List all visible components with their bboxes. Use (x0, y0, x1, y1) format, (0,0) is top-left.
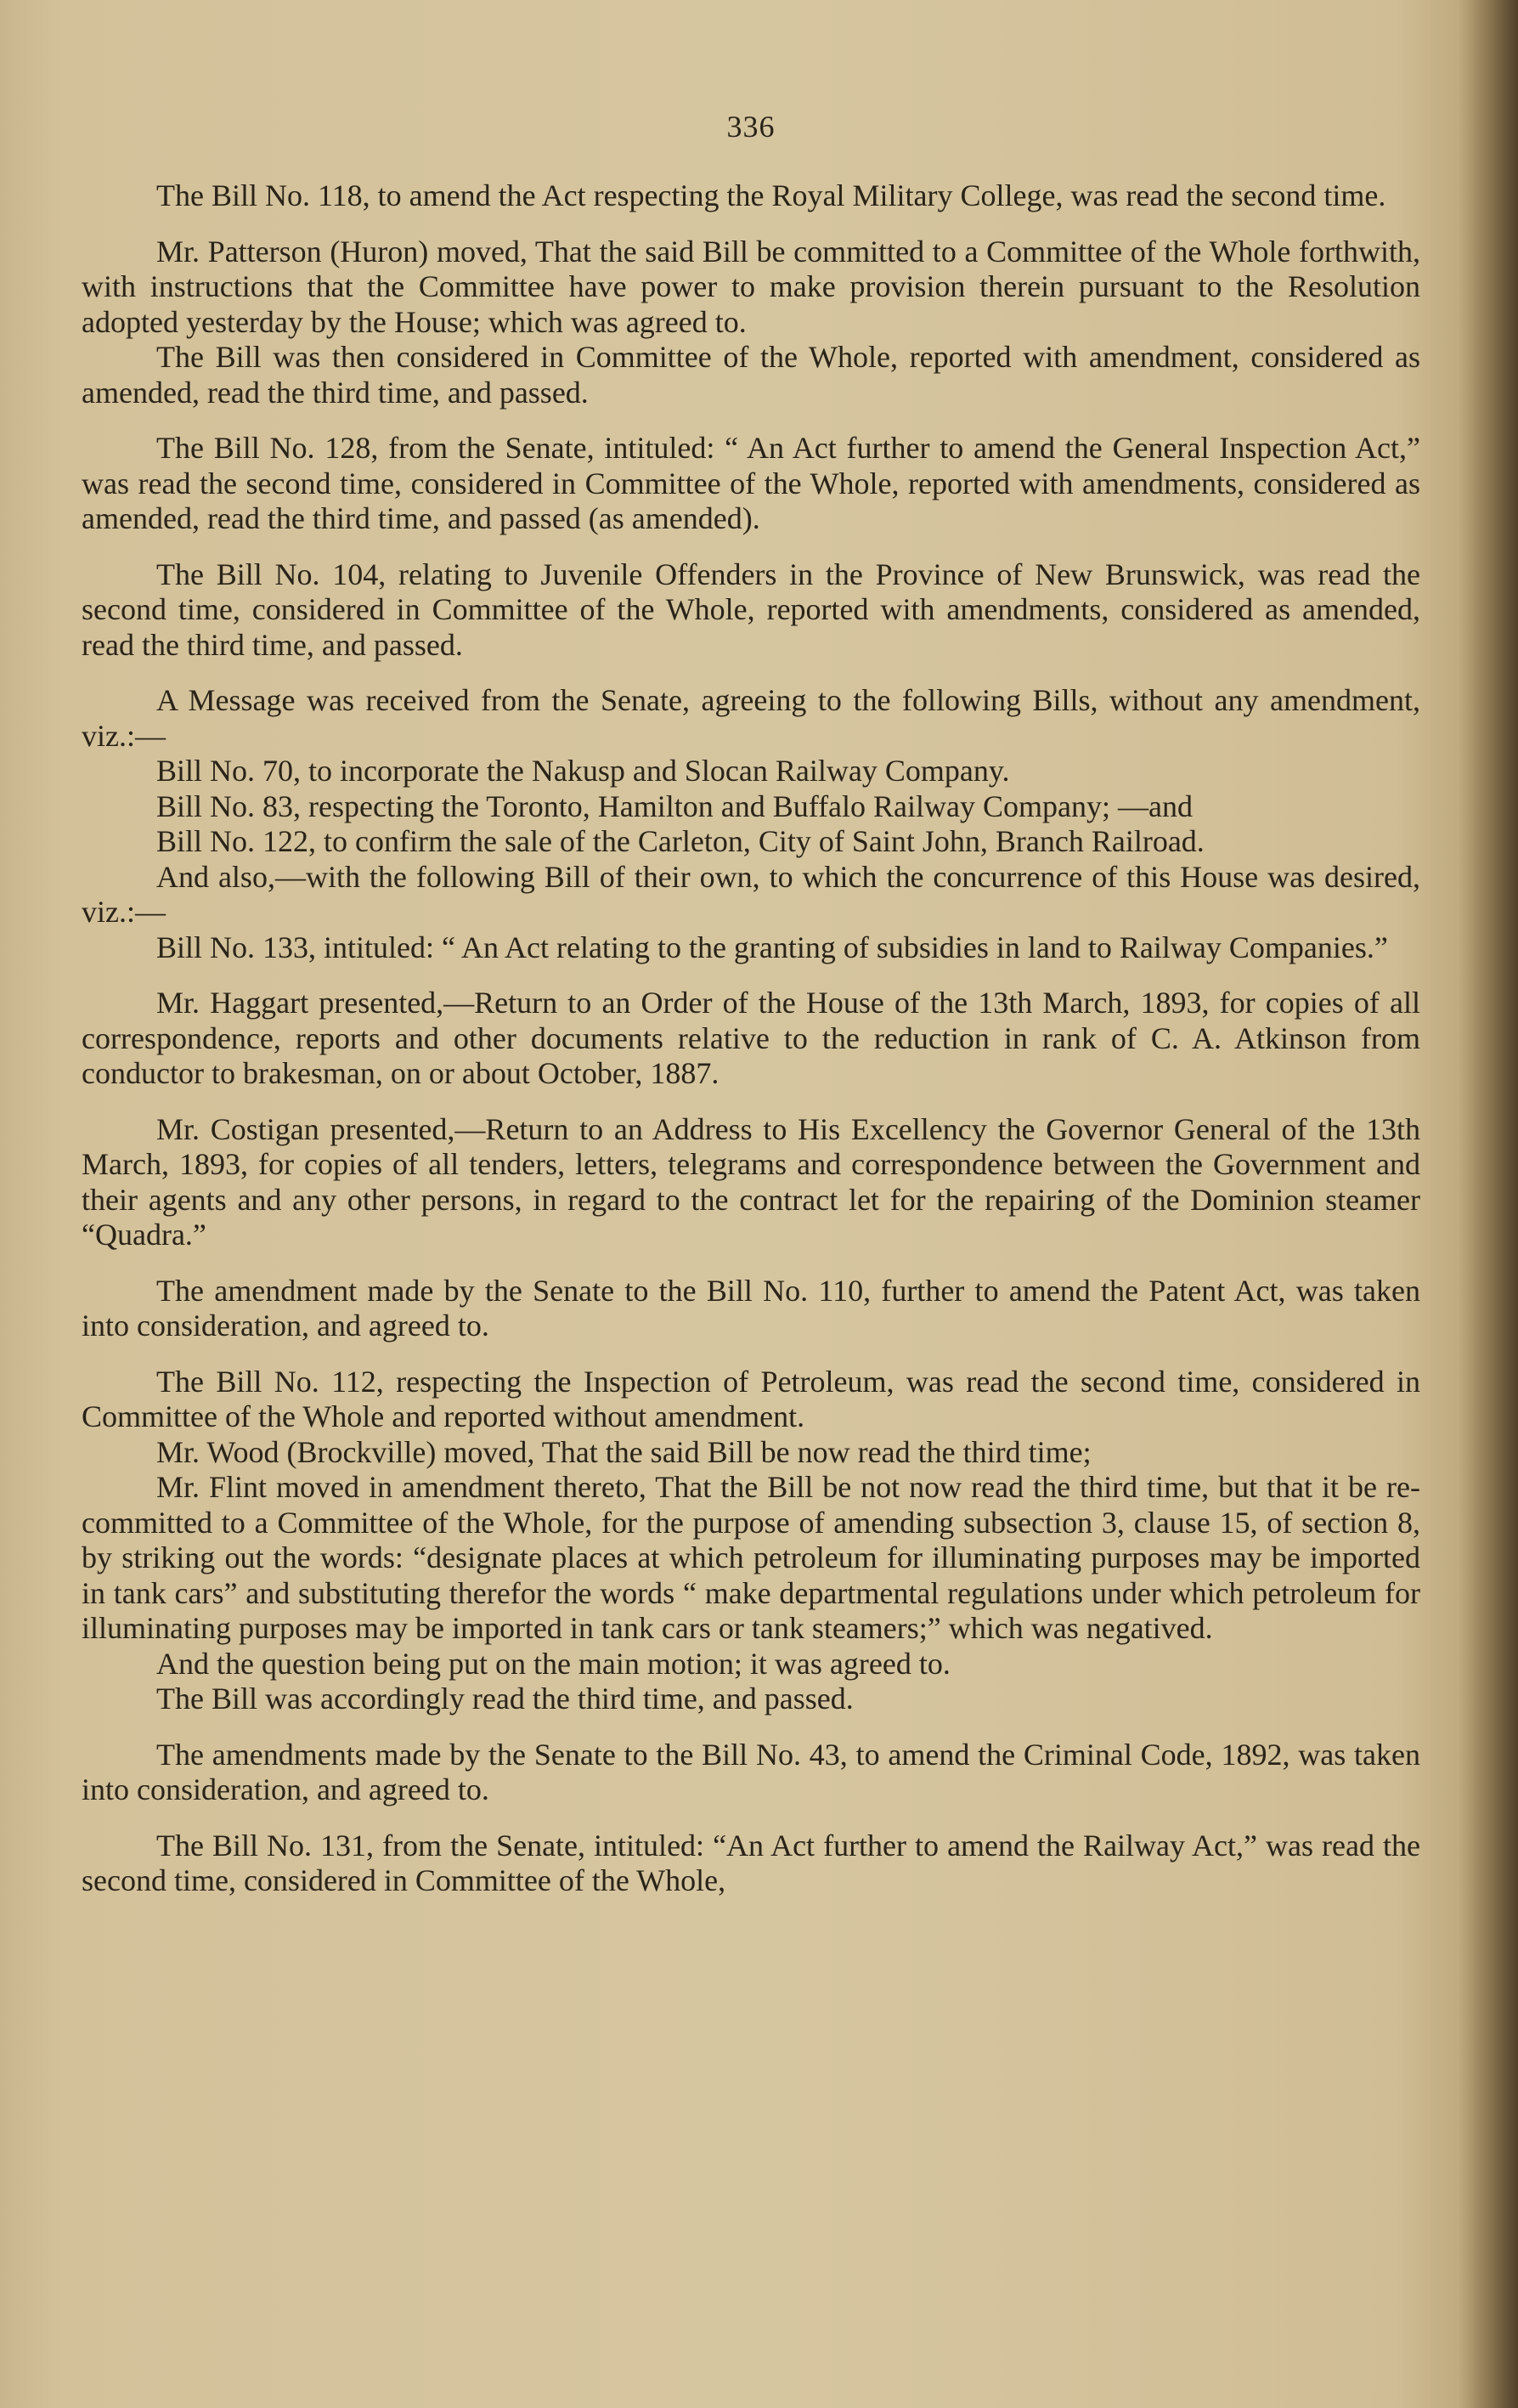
paragraph-bill-133: Bill No. 133, intituled: “ An Act relating to the granting of subsidies in land to Railway Companies.” (156, 930, 1388, 964)
paragraph-bill-128: The Bill No. 128, from the Senate, intituled: “ An Act further to amend the General Inspection Act,” was read the second time, considered in Committee of the Whole, reported with amendments, considered as amended, read the third time, and passed (as amended). (82, 431, 1420, 535)
paragraph-haggart-return: Mr. Haggart presented,—Return to an Order of the House of the 13th March, 1893, for copies of all correspondence, reports and other documents relative to the reduction in rank of C. A. Atkinson from conductor to brakesman, on or about October, 1887. (82, 986, 1420, 1090)
paragraph-bill-112: The Bill No. 112, respecting the Inspection of Petroleum, was read the second time, considered in Committee of the Whole and reported without amendment. (82, 1364, 1420, 1433)
binding-shadow (1459, 0, 1518, 2408)
paragraph-bill-131: The Bill No. 131, from the Senate, intituled: “An Act further to amend the Railway Act,” was read the second time, considered in Committee of the Whole, (82, 1828, 1420, 1897)
paragraph-main-motion: And the question being put on the main motion; it was agreed to. (156, 1646, 951, 1681)
page-content (82, 109, 1420, 1899)
paragraph-bill-104: The Bill No. 104, relating to Juvenile Offenders in the Province of New Brunswick, was read the second time, considered in Committee of the Whole, reported with amendments, considered as amended, read the third time, and passed. (82, 557, 1420, 662)
paragraph-bill-110-amendment: The amendment made by the Senate to the Bill No. 110, further to amend the Patent Act, was taken into consideration, and agreed to. (82, 1273, 1420, 1342)
paragraph-bill-122: Bill No. 122, to confirm the sale of the Carleton, City of Saint John, Branch Railroad. (156, 824, 1205, 858)
paragraph-bill-83: Bill No. 83, respecting the Toronto, Hamilton and Buffalo Railway Company; —and (156, 789, 1193, 823)
page-number: 336 (726, 110, 776, 144)
paragraph-bill-112-passed: The Bill was accordingly read the third time, and passed. (156, 1682, 854, 1716)
paragraph-bill-43: The amendments made by the Senate to the Bill No. 43, to amend the Criminal Code, 1892, was taken into consideration, and agreed to. (82, 1737, 1420, 1806)
paragraph-wood-motion: Mr. Wood (Brockville) moved, That the said Bill be now read the third time; (156, 1434, 1092, 1469)
paragraph-senate-message: A Message was received from the Senate, agreeing to the following Bills, without any amendment, viz.:— (82, 683, 1420, 753)
paragraph-senate-own-bill: And also,—with the following Bill of their own, to which the concurrence of this House was desired, viz.:— (82, 859, 1420, 929)
paragraph-bill-118: The Bill No. 118, to amend the Act respecting the Royal Military College, was read the second time. (156, 178, 1386, 212)
paragraph-costigan-return: Mr. Costigan presented,—Return to an Address to His Excellency the Governor General of the 13th March, 1893, for copies of all tenders, letters, telegrams and correspondence between the Government and their agents and any other persons, in regard to the contract let for the repairing of the Dominion steamer “Quadra.” (82, 1111, 1420, 1252)
paragraph-flint-amendment: Mr. Flint moved in amendment thereto, That the Bill be not now read the third time, but that it be re-committed to a Committee of the Whole, for the purpose of amending subsection 3, clause 15, of section 8, by striking out the words: “designate places at which petroleum for illuminating purposes may be imported in tank cars” and substituting therefor the words “ make departmental regulations under which petroleum for illuminating purposes may be imported in tank cars or tank steamers;” which was negatived. (82, 1470, 1420, 1645)
paragraph-bill-118-passed: The Bill was then considered in Committee of the Whole, reported with amendment, considered as amended, read the third time, and passed. (82, 340, 1420, 410)
paragraph-patterson-motion: Mr. Patterson (Huron) moved, That the said Bill be committed to a Committee of the Whole forthwith, with instructions that the Committee have power to make provision therein pursuant to the Resolution adopted yesterday by the House; which was agreed to. (82, 234, 1420, 339)
paragraph-bill-70: Bill No. 70, to incorporate the Nakusp and Slocan Railway Company. (156, 754, 1010, 788)
